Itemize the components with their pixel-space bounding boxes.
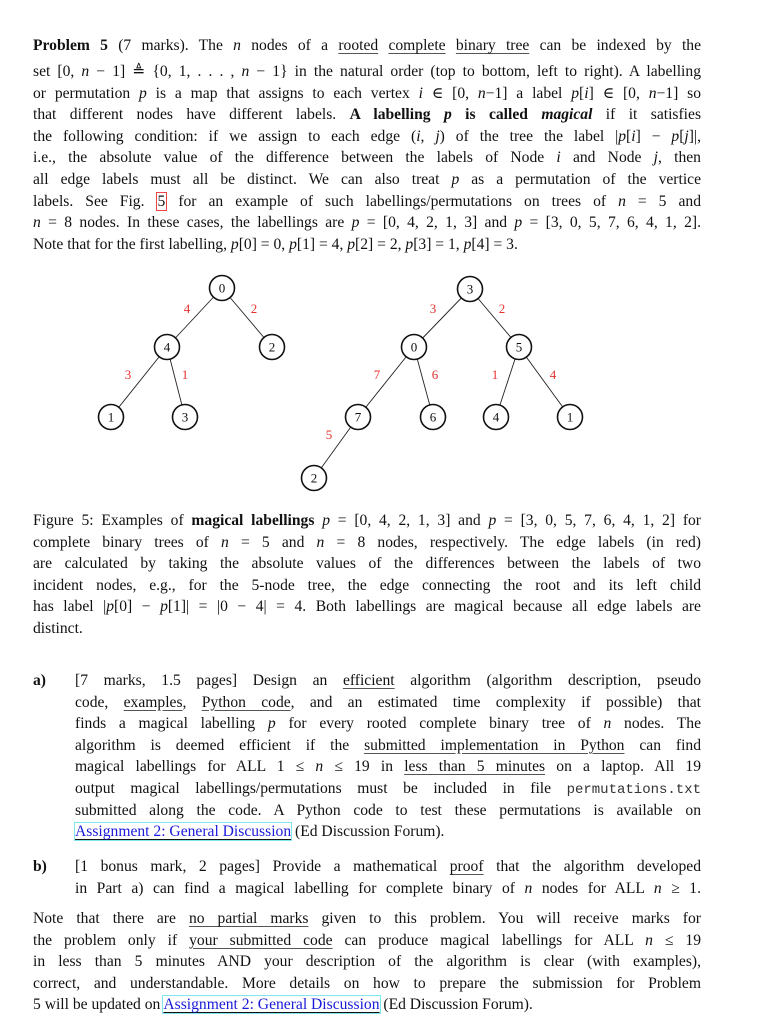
text-run: [4] = 3. [471,235,518,253]
text-run: complete binary trees of [33,533,222,551]
math-variable: p [671,127,680,145]
math-variable: n [316,533,325,551]
text-line [33,618,701,640]
text-line [75,800,701,822]
text-run: algorithm is deemed efficient if the [75,736,365,754]
edge-label: 3 [429,301,437,316]
text-run: ] ∈ [0, [588,84,649,102]
figure-reference-link[interactable]: 5 [157,192,166,210]
text-run: given to this problem. You will receive marks for [308,910,701,927]
text-line [33,212,701,234]
text-line [33,951,701,973]
text-line [33,553,701,575]
underlined-text: binary tree [455,37,530,54]
text-run: (Ed Discussion Forum). [379,996,533,1014]
math-variable: n [645,931,653,949]
text-run: nodes for ALL [532,879,654,897]
part-b-text [75,856,701,899]
underlined-text: examples [123,693,183,711]
figure-5-trees [0,270,758,510]
text-run: −1] so [656,84,701,102]
text-line [33,126,701,148]
text-run: Note that there are [33,910,189,927]
text-run: that different nodes have different labels. [33,106,350,124]
math-variable: p [571,84,580,102]
math-variable: n [241,62,250,80]
text-run: can find [624,736,702,754]
text-run: , then [658,149,701,167]
text-run: [3] = 1, [413,235,464,253]
text-run: ] − [635,127,672,145]
math-variable: p [488,512,497,529]
text-run: correct, and understandable. More details on how to prepare the submission for Problem [33,974,701,992]
text-run: for an example of such labellings/permutations on trees of [166,192,619,210]
text-run: all edge labels must all be distinct. We can also treat [33,170,452,188]
text-run: i.e., the absolute value of the difference between the labels of Node [33,149,557,167]
edge-label: 5 [325,427,333,442]
math-variable: p [463,235,472,253]
text-run: Figure 5: Examples of [33,512,192,529]
text-run: [1]| = |0 − 4| = 4. Both labellings are magical because all edge labels are [167,598,701,616]
text-run: finds a magical labelling [75,715,268,733]
math-variable: j [653,149,659,167]
math-variable: i, j [416,127,440,145]
node-label: 2 [310,470,318,486]
text-run: ≤ 19 in [323,758,405,776]
text-run: (7 marks). The [107,37,234,54]
edge-label: 6 [431,367,439,382]
math-variable: p [289,235,297,253]
text-line [75,778,701,800]
filename: permutations.txt [566,781,701,798]
text-line [33,532,701,554]
text-line [75,756,701,778]
text-line [33,35,701,57]
text-run: [ [579,84,585,102]
text-run: [1] = 4, [296,235,348,253]
tree-edge [111,347,167,417]
text-line [75,821,701,843]
text-run: are calculated by taking the absolute values of the differences between the labels of two [33,555,701,573]
text-run: = [0, 4, 2, 1, 3] and [359,214,515,232]
text-run: magical labellings for ALL 1 ≤ [75,758,316,776]
part-a-text [75,670,701,843]
text-run: or permutation [33,84,140,102]
text-run: in less than 5 minutes AND your description of the algorithm is clear (with examples), [33,953,701,971]
math-variable: n [618,192,626,210]
underlined-text: submitted implementation in Python [364,736,625,754]
text-run: = 5 and [228,533,317,551]
node-label: 3 [466,281,474,297]
text-line [33,147,701,169]
text-run: is a map that assigns to each vertex [146,84,419,102]
edge-label: 2 [250,301,258,316]
underlined-text: less than 5 minutes [404,758,546,776]
node-label: 2 [268,339,276,355]
text-run: [ [626,127,632,145]
text-run: submitted along the code. A Python code to test these permutations is available on [75,801,701,819]
text-run: ) of the tree the label | [439,127,619,145]
text-line [33,61,701,83]
text-line [75,735,701,757]
text-line [33,234,701,256]
text-run: (Ed Discussion Forum). [291,823,445,841]
part-a-label: a) [33,672,46,689]
math-variable: n [233,37,241,54]
text-run: = 8 nodes. In these cases, the labellings are [40,214,352,232]
text-line [75,692,701,714]
math-variable: p [347,235,356,253]
text-run: = [3, 0, 5, 7, 6, 4, 1, 2]. [522,214,701,232]
node-label: 5 [515,339,523,355]
forum-link[interactable]: Assignment 2: General Discussion [163,996,380,1014]
figure-caption [33,510,701,640]
math-variable: n [648,84,657,102]
text-line [75,878,701,900]
text-run: ]|, [688,127,701,145]
text-run: 5 will be updated on [33,996,164,1014]
text-line [33,973,701,995]
text-line [33,908,701,930]
text-run: = [3, 0, 5, 7, 6, 4, 1, 2] for [496,512,701,529]
text-line [33,83,701,105]
node-label: 3 [181,409,189,425]
text-run: incident nodes, e.g., for the 5-node tree, the edge connecting the root and its left child [33,576,701,594]
math-variable: j [684,127,689,145]
math-variable: n [603,715,612,733]
text-run: , [182,693,202,711]
math-variable: i [418,84,423,102]
node-label: 1 [566,409,574,425]
node-label: 1 [107,409,115,425]
text-run: nodes of a [240,37,339,54]
edge-label: 4 [549,367,557,382]
math-variable: p [267,715,276,733]
text-run: set [0, [33,62,82,80]
node-label: 4 [492,409,500,425]
math-variable: p [451,170,460,188]
underlined-text: proof [449,858,484,875]
text-run: − 1} in the natural order (top to bottom, left to right). A labelling [249,62,701,80]
text-run: the problem only if [33,931,190,949]
underlined-text: Python code [201,693,291,711]
underlined-text: your submitted code [189,931,333,949]
text-run: ≥ 1. [661,879,702,897]
text-run: on a laptop. All 19 [545,758,702,776]
text-run: Note that for the first labelling, [33,235,231,253]
text-run: − 1] ≜ {0, 1, . . . , [89,62,242,80]
tree-edge [358,347,414,417]
math-variable: p [139,84,147,102]
text-run: for every rooted complete binary tree of [275,715,604,733]
math-variable: p [618,127,627,145]
bold-italic-text: p [443,106,452,124]
text-run: as a permutation of the vertice [459,170,701,188]
node-label: 0 [410,339,418,355]
bold-text: A labelling [349,106,444,124]
math-variable: n [81,62,90,80]
edge-label: 2 [498,301,506,316]
text-run: −1] a label [485,84,572,102]
text-run: [0] = 0, [238,235,290,253]
node-label: 4 [163,339,171,355]
text-run: in Part a) can find a magical labelling for complete binary of [75,879,525,897]
math-variable: n [315,758,324,776]
text-run: = 5 and [625,192,701,210]
underlined-text: efficient [342,672,395,689]
text-run: if it satisfies [592,106,702,124]
text-line [33,994,701,1016]
text-run: [7 marks, 1.5 pages] Design an [75,672,343,689]
math-variable: p [405,235,414,253]
note-paragraph [33,908,701,1016]
edge-label: 3 [124,367,132,382]
text-run: algorithm (algorithm description, pseudo [394,672,701,689]
text-run [446,37,456,54]
math-variable: n [33,214,41,232]
node-label: 7 [354,409,362,425]
bold-text: Problem 5 [33,37,108,54]
math-variable: p [160,598,168,616]
text-line [75,670,701,692]
math-variable: p [322,512,330,529]
text-run [378,37,388,54]
text-line [33,596,701,618]
math-variable: p [351,214,360,232]
text-run: nodes. The [611,715,701,733]
text-line [75,856,701,878]
problem-statement [33,35,701,255]
text-line [33,930,701,952]
text-run: can produce magical labellings for ALL [332,931,646,949]
text-run: output magical labellings/permutations must be included in file [75,779,567,797]
math-variable: n [221,533,229,551]
math-variable: n [477,84,486,102]
text-run: can be indexed by the [529,37,702,54]
math-variable: n [653,879,662,897]
underlined-text: no partial marks [188,910,309,927]
text-line [33,169,701,191]
text-run: [1 bonus mark, 2 pages] Provide a mathematical [75,858,450,875]
text-line [75,713,701,735]
text-run: ∈ [0, [422,84,478,102]
text-line [33,575,701,597]
text-run: labels. See Fig. [33,192,157,210]
text-run: ≤ 19 [652,931,702,949]
edge-label: 1 [491,367,499,382]
text-run: [2] = 2, [355,235,406,253]
text-run: that the algorithm developed [483,858,701,875]
text-run: [ [679,127,685,145]
math-variable: i [631,127,636,145]
text-run: has label | [33,598,107,616]
math-variable: i [584,84,589,102]
bold-text: magical labellings [191,512,315,529]
edge-label: 7 [373,367,381,382]
node-label: 0 [218,280,226,296]
forum-link[interactable]: Assignment 2: General Discussion [75,823,292,841]
part-b-label: b) [33,858,47,875]
text-run: and Node [560,149,654,167]
underlined-text: complete [388,37,446,54]
underlined-text: rooted [338,37,379,54]
text-run: = [0, 4, 2, 1, 3] and [330,512,489,529]
bold-text: is called [451,106,542,124]
text-run: code, [75,693,124,711]
text-run: [0] − [114,598,161,616]
text-line [33,510,701,532]
text-run: , and an estimated time complexity if possible) that [290,693,702,711]
bold-italic-text: magical [541,106,593,124]
math-variable: p [230,235,239,253]
text-run: the following condition: if we assign to each edge ( [33,127,417,145]
math-variable: p [106,598,115,616]
edge-label: 1 [181,367,189,382]
math-variable: p [514,214,523,232]
math-variable: i [556,149,561,167]
math-variable: n [524,879,533,897]
text-line [33,104,701,126]
text-line [33,191,701,213]
text-run: distinct. [33,619,83,637]
node-label: 6 [429,409,437,425]
edge-label: 4 [183,301,191,316]
text-run: = 8 nodes, respectively. The edge labels (in red) [324,533,701,551]
